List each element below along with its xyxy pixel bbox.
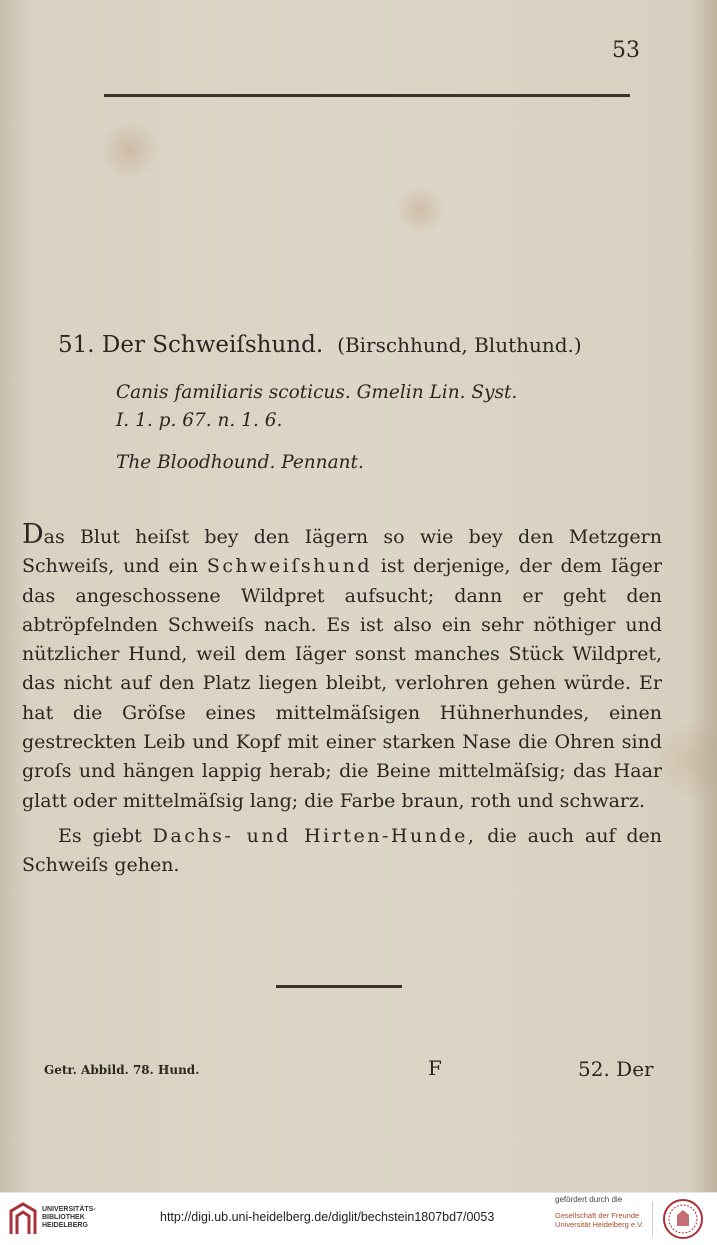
footer-note: Getr. Abbild. 78. Hund. [44,1063,200,1077]
university-seal-icon [662,1198,704,1240]
entry-alt-names: (Birschhund, Bluthund.) [337,333,582,357]
reference-line: Canis familiaris scoticus. Gmelin Lin. Syst. [116,382,518,403]
text-run: as Blut heiſst bey den Iägern so wie bey den Metzgern Schweiſs, und ein [22,526,662,578]
reference-line: The Bloodhound. Pennant. [116,452,364,473]
entry-title: 51. Der Schweiſshund. [58,332,324,358]
viewer-footer-bar [0,1192,717,1245]
spaced-term: Schweiſshund [206,555,372,578]
catchword: 52. Der [578,1057,654,1081]
section-end-rule [276,985,402,988]
sponsor-name: Gesellschaft der Freunde Universität Heidelberg e.V. [555,1211,644,1229]
paragraph [22,520,662,816]
reference-line: I. 1. p. 67. n. 1. 6. [116,410,283,431]
spaced-term: Dachs- und Hirten-Hunde, [152,824,477,847]
signature-mark: F [428,1056,442,1080]
library-logo-icon[interactable] [8,1201,38,1237]
library-name: UNIVERSITÄTS- BIBLIOTHEK HEIDELBERG [42,1206,96,1229]
top-rule [104,94,630,97]
initial-letter: D [22,519,44,550]
body-text [22,520,662,881]
text-run: ist derjenige, der dem Iäger das angeschossene Wildpret aufsucht; dann er geht den abtröpfelnden Schweiſs nach. Es ist also ein sehr nöthiger und nützlicher Hund, weil dem Iäger sonst manches Stück Wildpret, das nicht auf den Platz liegen bleibt, verlohren gehen würde. Er hat die Gröſse eines mittelmäſsigen Hühnerhundes, einen gestreckten Leib und Kopf mit einer starken Nase die Ohren sind groſs und hängen lappig herab; die Beine mittelmäſsig; das Haar glatt oder mittelmäſsig lang; die Farbe braun, roth und schwarz. [22,555,662,812]
divider [652,1201,653,1237]
text-run: die auch auf den Schweiſs gehen. [22,824,662,877]
permalink-url[interactable]: http://digi.ub.uni-heidelberg.de/diglit/bechstein1807bd7/0053 [160,1210,495,1224]
page-number: 53 [612,38,640,63]
paragraph [22,822,662,881]
sponsor-label: gefördert durch die [555,1195,623,1204]
entry-heading [58,332,582,358]
text-run: Es giebt [58,824,153,847]
